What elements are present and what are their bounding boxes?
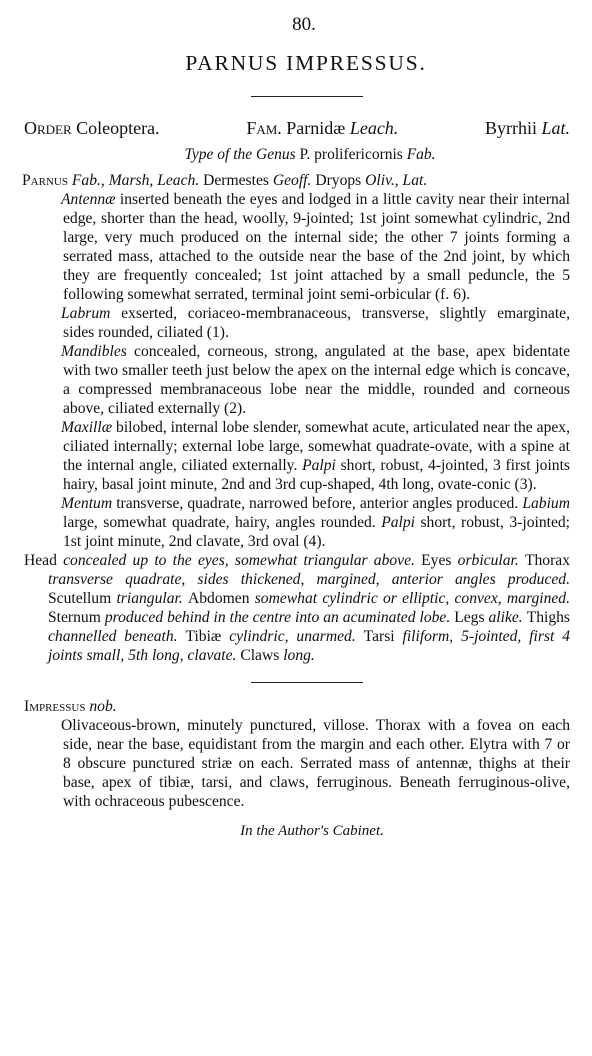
synonymy-line [24,171,570,190]
claws-text: long. [279,647,315,664]
tarsi-text: filiform, 5-jointed, first 4 joints small, 5th long, clavate. [48,628,570,664]
legs-text: alike. [484,609,527,626]
type-author: Fab. [406,146,436,163]
page-number: 80. [292,14,316,35]
maxillary-palpi-term: Palpi [302,457,336,474]
antennae-text: inserted beneath the eyes and lodged in a little cavity near their internal edge, shorter than the head, woolly, 9-jointed; 1st joint somewhat cylindric, 2nd large, very much produced on the internal side; the other 7 joints forming a serrated mass, attached to the outside near the base of the 2nd joint, by which they are frequently concealed; 1st joint attached by a small peduncle, the 5 following somewhat serrated, terminal joint semi-orbicular (f. 6). [63,191,570,303]
thighs-term: Thighs [526,609,571,626]
tibiae-text: cylindric, unarmed. [221,628,364,645]
genus-name: Parnus [22,172,68,189]
labrum-paragraph [24,304,570,342]
mandibles-paragraph [24,342,570,418]
labial-palpi-term: Palpi [381,514,415,531]
type-of-genus [50,145,570,165]
thighs-text: channelled beneath. [48,628,186,645]
abdomen-term: Abdomen [188,590,250,607]
labrum-text: exserted, coriaceo-membranaceous, transverse, slightly emarginate, sides rounded, ciliated (1). [63,305,570,341]
tarsi-term: Tarsi [363,628,395,645]
claws-term: Claws [240,647,280,664]
labium-term: Labium [522,495,570,512]
mentum-term: Mentum [61,495,113,512]
scutellum-term: Scutellum [48,590,112,607]
byrrhii-author: Lat. [541,118,570,138]
family-label: Fam. [246,118,282,138]
eyes-text: orbicular. [451,552,525,569]
family-entry [246,117,398,139]
order-value: Coleoptera. [76,118,160,138]
species-description: Olivaceous-brown, minutely punctured, villose. Thorax with a fovea on each side, near the base, equidistant from the margin and each other. Elytra with 7 or 8 obscure punctured striæ on each. Serrated mass of antennæ, thighs at their base, apex of tibiæ, tarsi, and claws, ferruginous. Beneath ferruginous-olive, with ochraceous pubescence. [61,717,570,810]
mentum-paragraph [24,494,570,551]
tibiae-term: Tibiæ [185,628,222,645]
legs-term: Legs [454,609,485,626]
maxillae-term: Maxillæ [61,419,113,436]
eyes-term: Eyes [421,552,452,569]
mandibles-term: Mandibles [61,343,127,360]
thorax-text: transverse quadrate, sides thickened, margined, anterior angles produced. [48,571,570,588]
synonym-dryops: Dryops [315,172,362,189]
labium-text: large, somewhat quadrate, hairy, angles rounded. [63,514,382,531]
family-value: Parnidæ [286,118,346,138]
mandibles-text: concealed, corneous, strong, angulated at the base, apex bidentate with two smaller teeth just below the apex on the internal edge which is concave, a compressed membranaceous lobe near the middle, rounded and corneous above, ciliated externally (2). [63,343,570,417]
maxillae-text: bilobed, internal lobe slender, somewhat acute, articulated near the apex, ciliated internally; external lobe large, somewhat quadrate-ovate, with a spine at the internal angle, ciliated externally. [63,419,570,474]
synonym-dermestes: Dermestes [203,172,269,189]
cabinet-note: In the Author's Cabinet. [240,823,384,839]
maxillary-palpi-text: short, robust, 4-jointed, 3 first joints hairy, basal joint minute, 2nd and 3rd cup-shaped, 4th long, ovate-conic (3). [63,457,570,493]
synonymy-authors-3: Oliv., Lat. [365,172,428,189]
species-divider [251,682,363,683]
order-label: Order [24,118,72,138]
abdomen-text: somewhat cylindric or elliptic, convex, margined. [249,590,570,607]
byrrhii-value: Byrrhii [484,118,537,138]
mentum-text: transverse, quadrate, narrowed before, anterior angles produced. [112,495,523,512]
synonymy-authors-1: Fab., Marsh, Leach. [71,172,200,189]
maxillae-paragraph [24,418,570,494]
species-heading [24,697,570,716]
classification-line [24,117,570,139]
head-term: Head [24,552,57,569]
synonymy-authors-2: Geoff. [272,172,312,189]
antennae-paragraph [24,190,570,304]
antennae-term: Antennæ [61,191,116,208]
sternum-term: Sternum [48,609,101,626]
order-entry [24,117,160,139]
species-author: nob. [89,698,117,715]
family-author: Leach. [349,118,399,138]
head-paragraph [24,551,570,665]
thorax-term: Thorax [524,552,570,569]
labial-palpi-text: short, robust, 3-jointed; 1st joint minute, 2nd clavate, 3rd oval (4). [63,514,570,550]
head-text: concealed up to the eyes, somewhat triangular above. [56,552,422,569]
scutellum-text: triangular. [111,590,188,607]
type-italic: Type of the Genus [184,146,296,163]
sternum-text: produced behind in the centre into an acuminated lobe. [100,609,455,626]
type-species: P. prolifericornis [299,146,403,163]
labrum-term: Labrum [61,305,111,322]
title-divider [251,96,363,97]
species-name: Impressus [24,698,86,715]
page-title: PARNUS IMPRESSUS. [185,51,427,75]
byrrhii-entry [485,117,570,139]
